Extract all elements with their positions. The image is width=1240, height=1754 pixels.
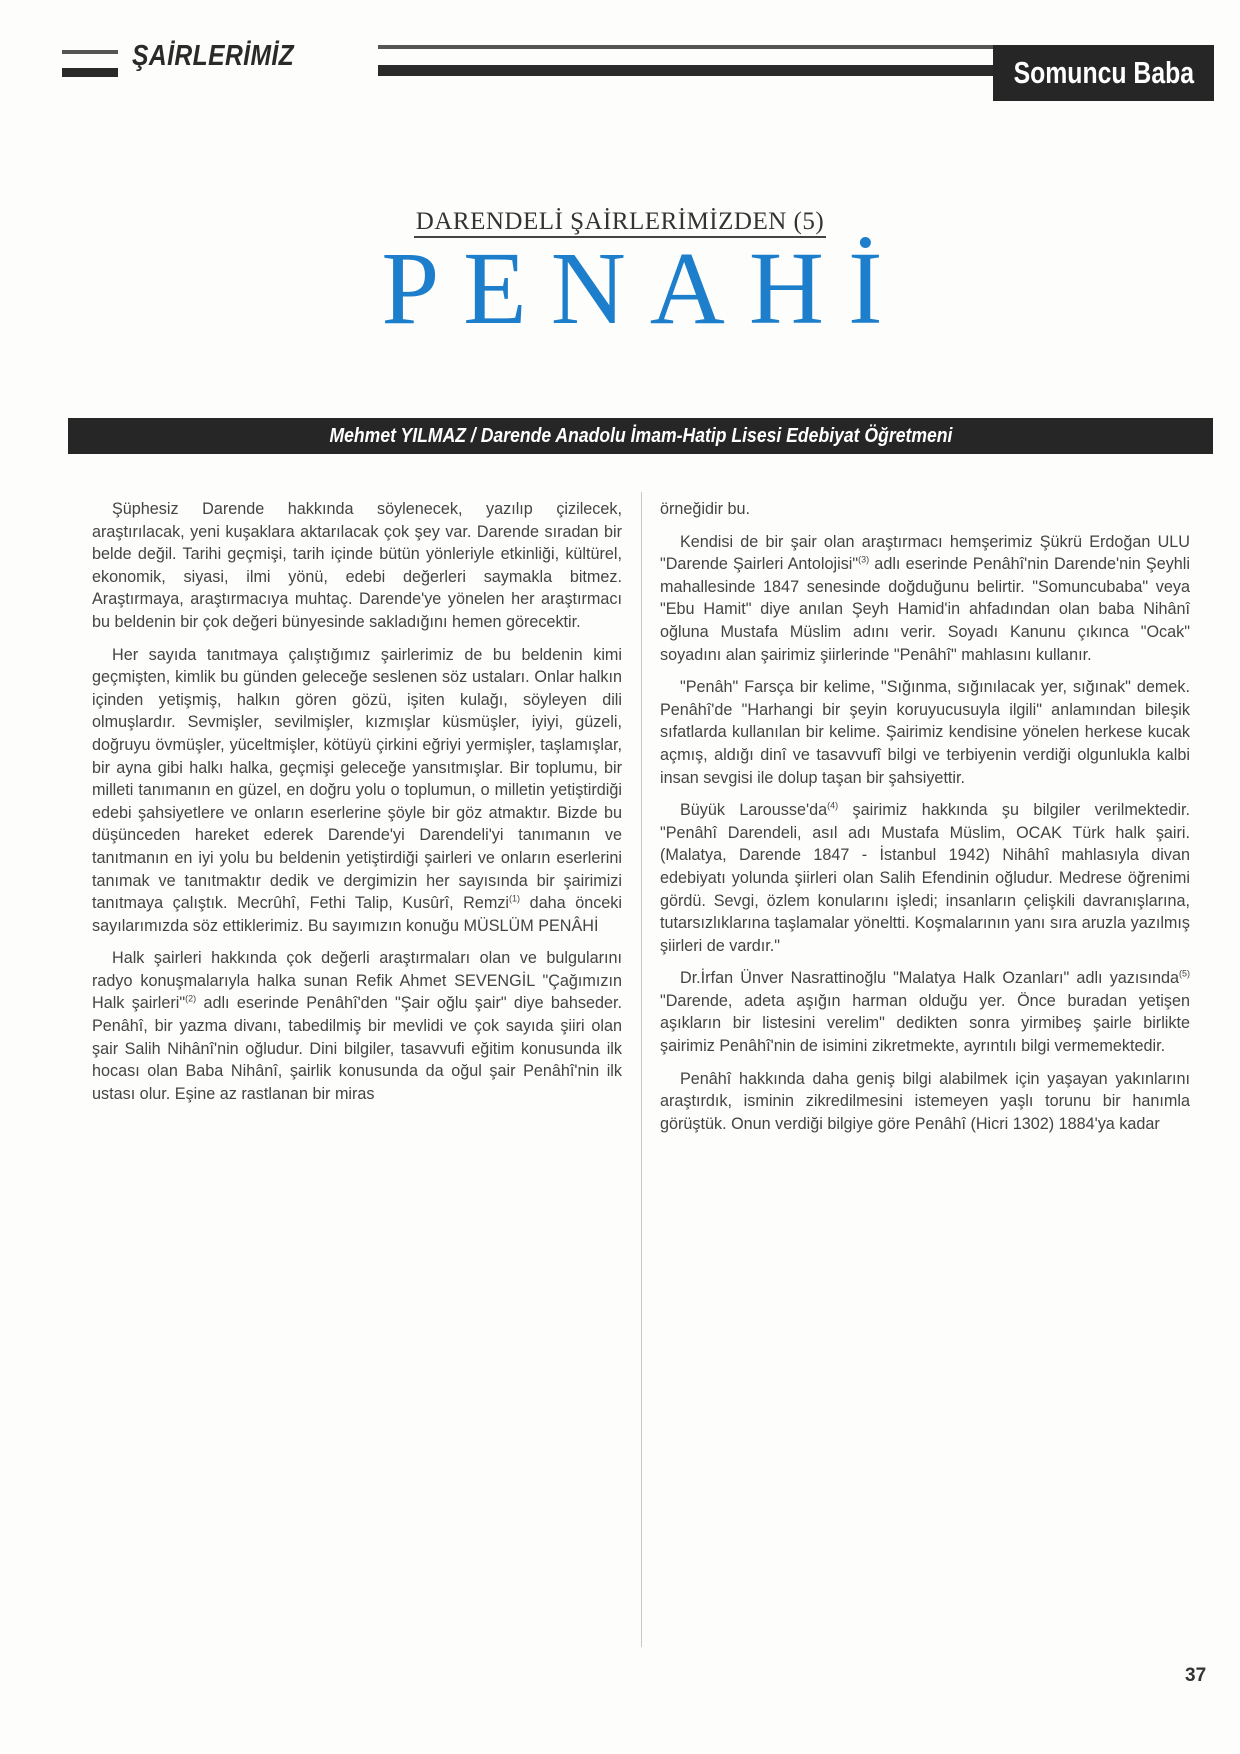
paragraph: örneğidir bu.: [660, 500, 750, 518]
footnote-ref: (2): [185, 994, 197, 1005]
column-divider: [641, 492, 642, 1647]
paragraph: [660, 967, 1190, 1057]
paragraph: [660, 531, 1190, 667]
paragraph: [660, 799, 1190, 957]
footnote-ref: (1): [509, 893, 521, 904]
paragraph: Penâhî hakkında daha geniş bilgi alabilmek için yaşayan yakınlarını araştırdık, isminin zikredilmesini istemeyen yaşlı torunu bir hanımla görüştük. Onun verdiği bilgiye göre Penâhî (Hicri 1302) 1884'ya kadar: [660, 1069, 1190, 1133]
paragraph-text: adlı eserinde Penâhî'nin Darende'nin Şeyhli mahallesinde 1847 senesinde doğduğunu belirtir. "Somuncubaba" veya "Ebu Hamit" diye anılan Şeyh Hamid'in ahfadından olan baba Nihânî oğluna Mustafa Müslim adını verir. Soyadı Kanunu çıkınca "Ocak" soyadını alan şairimiz şiirlerinde "Penâhî" mahlasını kullanır.: [660, 555, 1190, 664]
right-column: [660, 498, 1190, 1145]
paragraph-text: daha önceki sayılarımızda söz ettiklerimiz. Bu sayımızın konuğu MÜSLÜM PENÂHİ: [92, 894, 622, 935]
header-rule: [62, 50, 118, 54]
paragraph: [92, 947, 622, 1105]
footnote-ref: (4): [827, 800, 839, 811]
paragraph-text: şairimiz hakkında şu bilgiler verilmektedir. "Penâhî Darendeli, asıl adı Mustafa Müslim, OCAK Türk halk şairi. (Malatya, Darende 1847 - İstanbul 1942) Nihâhî mahlasıyla divan edebiyatı yolunda şiirleri olan Salih Efendinin oğludur. Medrese öğrenimi gördü. Sevgi, özlem konularını işledi; insanların çelişkili davranışlarına, tutarsızlıklarına taşlamalar yöneltti. Koşmalarının yanı sıra aruzla yazılmış şiirleri de vardır.": [660, 801, 1190, 955]
paragraph-text: Her sayıda tanıtmaya çalıştığımız şairlerimiz de bu beldenin kimi geçmişten, kimlik bu günden geleceğe seslenen söz ustaları. Onlar halkın içinden yetişmiş, halkın gören gözü, işiten kulağı, söyleyen dili olmuşlardır. Sevmişler, sevilmişler, kızmışlar küsmüşler, iyiyi, güzeli, doğruyu övmüşler, yüceltmişler, kötüyü çirkini eğriyi yermişler, taşlamışlar, bir ayna gibi halkı halka, geçmişi geleceğe yansıtmışlar. Bir toplumu, bir milleti tanımanın en güzel, en doğru yolu o toplumun, o milletin yetiştirdiği edebi şahsiyetlere ve onların eserlerine şöyle bir göz atmaktır. Bizde bu düşünceden hareket ederek Darende'yi Darendeli'yi tanımanın ve tanıtmanın en iyi yolu bu beldenin yetiştirdiği şairleri ve onların eserlerini tanımak ve tanıtmaktır dedik ve dergimizin her sayısında bir şairimizi tanıtmaya çalıştık. Mecrûhî, Fethi Talip, Kusûrî, Remzi: [92, 645, 622, 913]
section-label: ŞAİRLERİMİZ: [132, 40, 295, 72]
page-header: [62, 40, 1214, 102]
paragraph: Şüphesiz Darende hakkında söylenecek, yazılıp çizilecek, araştırılacak, yeni kuşaklara aktarılacak çok şey var. Darende sıradan bir belde değil. Tarihi geçmişi, tarih içinde bütün yönleriyle etkinliği, kültürel, ekonomik, siyasi, ilmi yönü, edebi değerleri saymakla bitmez. Araştırmaya, araştırmacıya muhtaç. Darende'ye yönelen her araştırmacı bu beldenin bir çok değeri bünyesinde sakladığını hemen görecektir.: [92, 500, 622, 631]
series-title-text: DARENDELİ ŞAİRLERİMİZDEN (5): [414, 208, 826, 238]
author-byline: [68, 418, 1213, 454]
paragraph-text: Halk şairleri hakkında çok değerli araştırmaları olan ve bulgularını radyo konuşmalarıyla halka sunan Refik Ahmet SEVENGİL "Çağımızın Halk şairleri": [92, 949, 622, 1013]
magazine-brand: [993, 45, 1214, 101]
paragraph-text: Kendisi de bir şair olan araştırmacı hemşerimiz Şükrü Erdoğan ULU "Darende Şairleri Antolojisi": [660, 532, 1190, 574]
footnote-ref: (5): [1179, 968, 1190, 979]
paragraph-text: adlı eserinde Penâhî'den "Şair oğlu şair" diye bahseder. Penâhî, bir yazma divanı, tabedilmiş bir mevlidi ve çok sayıda şiiri olan şair Salih Nihânî'nin oğludur. Dini bilgiler, tasavvufi eğitim konusunda ilk hocası olan Baba Nihânî, şairlik konusunda da oğul şair Penâhî'nin ilk ustası olur. Eşine az rastlanan bir miras: [92, 994, 623, 1103]
header-rule: [378, 65, 993, 76]
left-column: [92, 498, 622, 1115]
paragraph-text: Dr.İrfan Ünver Nasrattinoğlu "Malatya Halk Ozanları" adlı yazısında: [680, 969, 1179, 988]
page-number: 37: [1185, 1665, 1207, 1686]
article-title: PENAHİ: [381, 231, 907, 346]
header-rule: [378, 45, 993, 49]
paragraph-text: Büyük Larousse'da: [680, 801, 828, 820]
byline-text: Mehmet YILMAZ / Darende Anadolu İmam-Hatip Lisesi Edebiyat Öğretmeni: [329, 424, 952, 447]
header-rule: [62, 68, 118, 77]
paragraph: "Penâh" Farsça bir kelime, "Sığınma, sığınılacak yer, sığınak" demek. Penâhî'de "Harhangi bir şeyin koruyucusuyla ilgili" anlamından bileşik sıfatlarda kullanılan bir kelime. Şairimiz kendisine yönelen herkese kucak açmış, aldığı dinî ve tasavvufî bilgi ve terbiyenin verdiği olgunlukla kalbi insan sevgisi ile dolup taşan bir şahsiyettir.: [660, 678, 1190, 787]
paragraph-text: "Darende, adeta aşığın harman olduğu yer. Önce buradan yetişen aşıkların bir listesini verelim" dedikten sonra yirmibeş şairle birlikte şairimiz Penâhî'nin de isimini zikretmekte, ayrıntılı bilgi vermemektedir.: [660, 991, 1190, 1056]
footnote-ref: (3): [858, 554, 870, 565]
paragraph: [92, 644, 622, 938]
brand-label: Somuncu Baba: [1013, 55, 1194, 90]
